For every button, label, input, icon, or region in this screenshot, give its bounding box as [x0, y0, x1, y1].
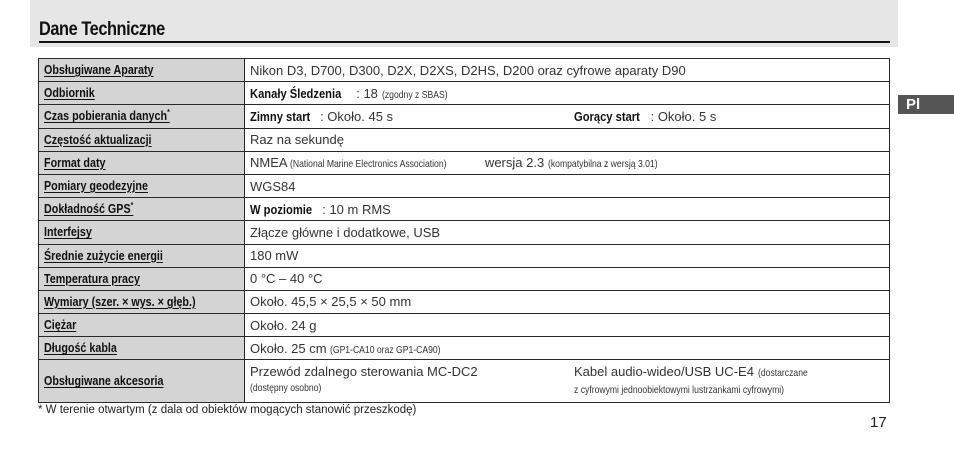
value-bold: Kanały Śledzenia [250, 85, 342, 101]
row-value [245, 198, 890, 221]
row-value: 0 °C – 40 °C [245, 267, 890, 290]
table-row [39, 267, 890, 290]
page-number: 17 [870, 414, 887, 431]
accessory-note: z cyfrowymi jednoobiektowymi lustrzankami cyfrowymi) [574, 384, 785, 397]
value-bold: Zimny start [250, 108, 311, 124]
row-label: Temperatura pracy [44, 271, 140, 286]
row-label-cell [39, 290, 245, 313]
table-row [39, 128, 890, 151]
row-label: Pomiary geodezyjne [44, 179, 148, 194]
value-text: wersja 2.3 [481, 155, 548, 171]
row-label: Obsługiwane Aparaty [44, 63, 154, 78]
value-text: : Około. 5 s [650, 108, 717, 124]
row-label-cell [39, 360, 245, 403]
row-label-text: Czas pobierania danych [44, 109, 168, 124]
row-value [245, 82, 890, 105]
row-label: Częstość aktualizacji [44, 132, 152, 147]
row-value [245, 151, 890, 174]
row-label: Wymiary (szer. × wys. × głęb.) [44, 294, 196, 309]
table-row [39, 82, 890, 105]
value-text: : 10 m RMS [322, 201, 391, 217]
row-label [44, 108, 170, 123]
value-text: : 18 [356, 85, 382, 101]
table-row [39, 105, 890, 128]
row-value [245, 337, 890, 360]
row-label-cell [39, 59, 245, 82]
table-row [39, 151, 890, 174]
row-label-cell [39, 128, 245, 151]
language-tab: Pl [898, 95, 954, 114]
row-value: 180 mW [245, 244, 890, 267]
table-row [39, 337, 890, 360]
table-row [39, 244, 890, 267]
specifications-table [38, 58, 890, 403]
row-label: Format daty [44, 155, 106, 170]
value-note: (zgodny z SBAS) [381, 88, 448, 101]
row-label-cell [39, 314, 245, 337]
accessory-name: Kabel audio-wideo/USB UC-E4 [574, 364, 758, 380]
row-label [44, 201, 133, 216]
value-note: (GP1-CA10 oraz GP1-CA90) [330, 343, 441, 356]
accessory-name: Przewód zdalnego sterowania MC-DC2 [250, 364, 478, 380]
row-value [245, 105, 890, 128]
table-row [39, 59, 890, 82]
row-label: Średnie zużycie energii [44, 248, 163, 263]
row-value: Złącze główne i dodatkowe, USB [245, 221, 890, 244]
row-value: Nikon D3, D700, D300, D2X, D2XS, D2HS, D200 oraz cyfrowe aparaty D90 [245, 59, 890, 82]
value-bold: Gorący start [574, 108, 640, 124]
footnote: * W terenie otwartym (z dala od obiektów mogących stanowić przeszkodę) [38, 404, 417, 416]
table-row [39, 314, 890, 337]
row-value: Około. 24 g [245, 314, 890, 337]
table-row [39, 360, 890, 403]
row-value: Około. 45,5 × 25,5 × 50 mm [245, 290, 890, 313]
row-label-cell [39, 337, 245, 360]
value-text: NMEA [250, 155, 291, 171]
row-label: Interfejsy [44, 225, 92, 240]
footnote-marker: * [167, 108, 170, 118]
row-label: Długość kabla [44, 341, 117, 356]
value-bold: W poziomie [250, 201, 313, 217]
row-label-cell [39, 221, 245, 244]
footnote-marker: * [130, 201, 134, 211]
row-value: WGS84 [245, 174, 890, 197]
row-label-cell [39, 151, 245, 174]
table-row [39, 221, 890, 244]
value-note: (National Marine Electronics Association) [290, 158, 447, 171]
row-label-cell [39, 267, 245, 290]
row-label-cell [39, 105, 245, 128]
row-value: Raz na sekundę [245, 128, 890, 151]
table-row [39, 290, 890, 313]
title-rule [39, 41, 890, 43]
row-label-cell [39, 82, 245, 105]
value-text: : Około. 45 s [320, 108, 394, 124]
row-label-cell [39, 198, 245, 221]
row-label: Odbiornik [44, 86, 95, 101]
row-value [245, 360, 890, 403]
row-label: Ciężar [44, 318, 77, 333]
accessory-note: (dostarczane [757, 367, 808, 380]
row-label-text: Dokładność GPS [44, 202, 131, 217]
page-title: Dane Techniczne [39, 19, 165, 40]
row-label: Obsługiwane akcesoria [44, 374, 164, 389]
value-note: (kompatybilna z wersją 3.01) [547, 158, 658, 171]
table-row [39, 198, 890, 221]
row-label-cell [39, 244, 245, 267]
table-row [39, 174, 890, 197]
value-text: Około. 25 cm [250, 340, 331, 356]
accessory-note: (dostępny osobno) [250, 382, 322, 395]
row-label-cell [39, 174, 245, 197]
